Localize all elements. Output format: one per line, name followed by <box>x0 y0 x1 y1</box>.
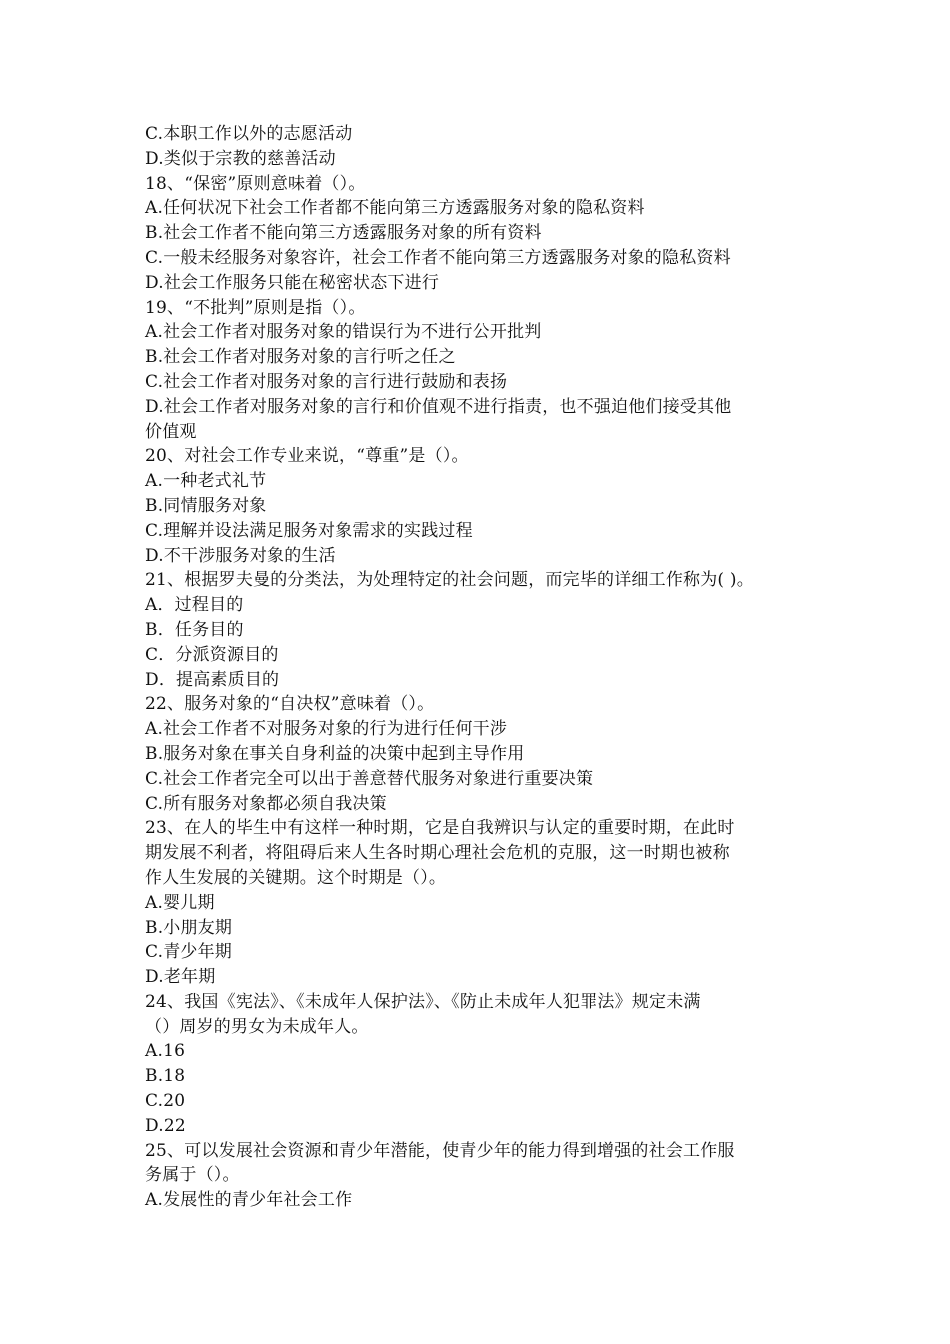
question-25: 25、可以发展社会资源和青少年潜能，使青少年的能力得到增强的社会工作服 <box>145 1140 735 1161</box>
text-line: C.本职工作以外的志愿活动 <box>145 124 353 144</box>
option-a: A.社会工作者不对服务对象的行为进行任何干涉 <box>145 719 508 740</box>
option-d: D.不干涉服务对象的生活 <box>145 545 336 566</box>
question-24: 24、我国《宪法》、《未成年人保护法》、《防止未成年人犯罪法》规定未满 <box>145 991 701 1012</box>
option-b: B.小朋友期 <box>145 917 233 938</box>
option-b: B.服务对象在事关自身利益的决策中起到主导作用 <box>145 743 525 764</box>
option-c: C.理解并设法满足服务对象需求的实践过程 <box>145 520 473 541</box>
question-19: 19、“不批判”原则是指（）。 <box>145 297 366 318</box>
question-18: 18、“保密”原则意味着（）。 <box>145 173 366 194</box>
question-24-continued: （）周岁的男女为未成年人。 <box>145 1016 369 1037</box>
question-23-continued: 作人生发展的关键期。这个时期是（）。 <box>145 867 447 888</box>
option-c: C．分派资源目的 <box>145 644 279 665</box>
option-b: B.社会工作者对服务对象的言行听之任之 <box>145 347 456 368</box>
option-b: B.同情服务对象 <box>145 495 267 516</box>
option-a: A．过程目的 <box>145 595 244 616</box>
option-b: B.社会工作者不能向第三方透露服务对象的所有资料 <box>145 223 542 244</box>
option-b: B.18 <box>145 1066 186 1087</box>
option-a: A.社会工作者对服务对象的错误行为不进行公开批判 <box>145 322 542 343</box>
text-line: D.类似于宗教的慈善活动 <box>145 148 336 169</box>
question-22: 22、服务对象的“自决权”意味着（）。 <box>145 694 435 715</box>
option-b: B．任务目的 <box>145 619 244 640</box>
option-d: D.社会工作者对服务对象的言行和价值观不进行指责，也不强迫他们接受其他 <box>145 396 732 417</box>
option-d: D.22 <box>145 1115 186 1136</box>
option-a: A.婴儿期 <box>145 892 215 913</box>
option-c: C.20 <box>145 1091 186 1112</box>
question-23-continued: 期发展不利者，将阻碍后来人生各时期心理社会危机的克服，这一时期也被称 <box>145 843 730 864</box>
option-d: D.老年期 <box>145 967 216 988</box>
question-20: 20、对社会工作专业来说，“尊重”是（）。 <box>145 446 469 467</box>
option-d: D.社会工作服务只能在秘密状态下进行 <box>145 272 440 293</box>
option-c: C.一般未经服务对象容许，社会工作者不能向第三方透露服务对象的隐私资料 <box>145 247 731 268</box>
question-25-continued: 务属于（）。 <box>145 1165 240 1186</box>
question-21: 21、根据罗夫曼的分类法，为处理特定的社会问题，而完毕的详细工作称为( )。 <box>145 570 754 591</box>
option-a: A.16 <box>145 1041 186 1062</box>
option-c: C.社会工作者完全可以出于善意替代服务对象进行重要决策 <box>145 768 594 789</box>
option-c: C.青少年期 <box>145 942 233 963</box>
option-c: C.社会工作者对服务对象的言行进行鼓励和表扬 <box>145 371 508 392</box>
question-23: 23、在人的毕生中有这样一种时期，它是自我辨识与认定的重要时期，在此时 <box>145 818 735 839</box>
document-body <box>145 122 810 1213</box>
option-d: D．提高素质目的 <box>145 669 280 690</box>
option-a: A.发展性的青少年社会工作 <box>145 1190 353 1211</box>
option-a: A.任何状况下社会工作者都不能向第三方透露服务对象的隐私资料 <box>145 198 645 219</box>
option-d-continued: 价值观 <box>145 421 197 442</box>
option-a: A.一种老式礼节 <box>145 471 267 492</box>
option-c-duplicate: C.所有服务对象都必须自我决策 <box>145 793 387 814</box>
